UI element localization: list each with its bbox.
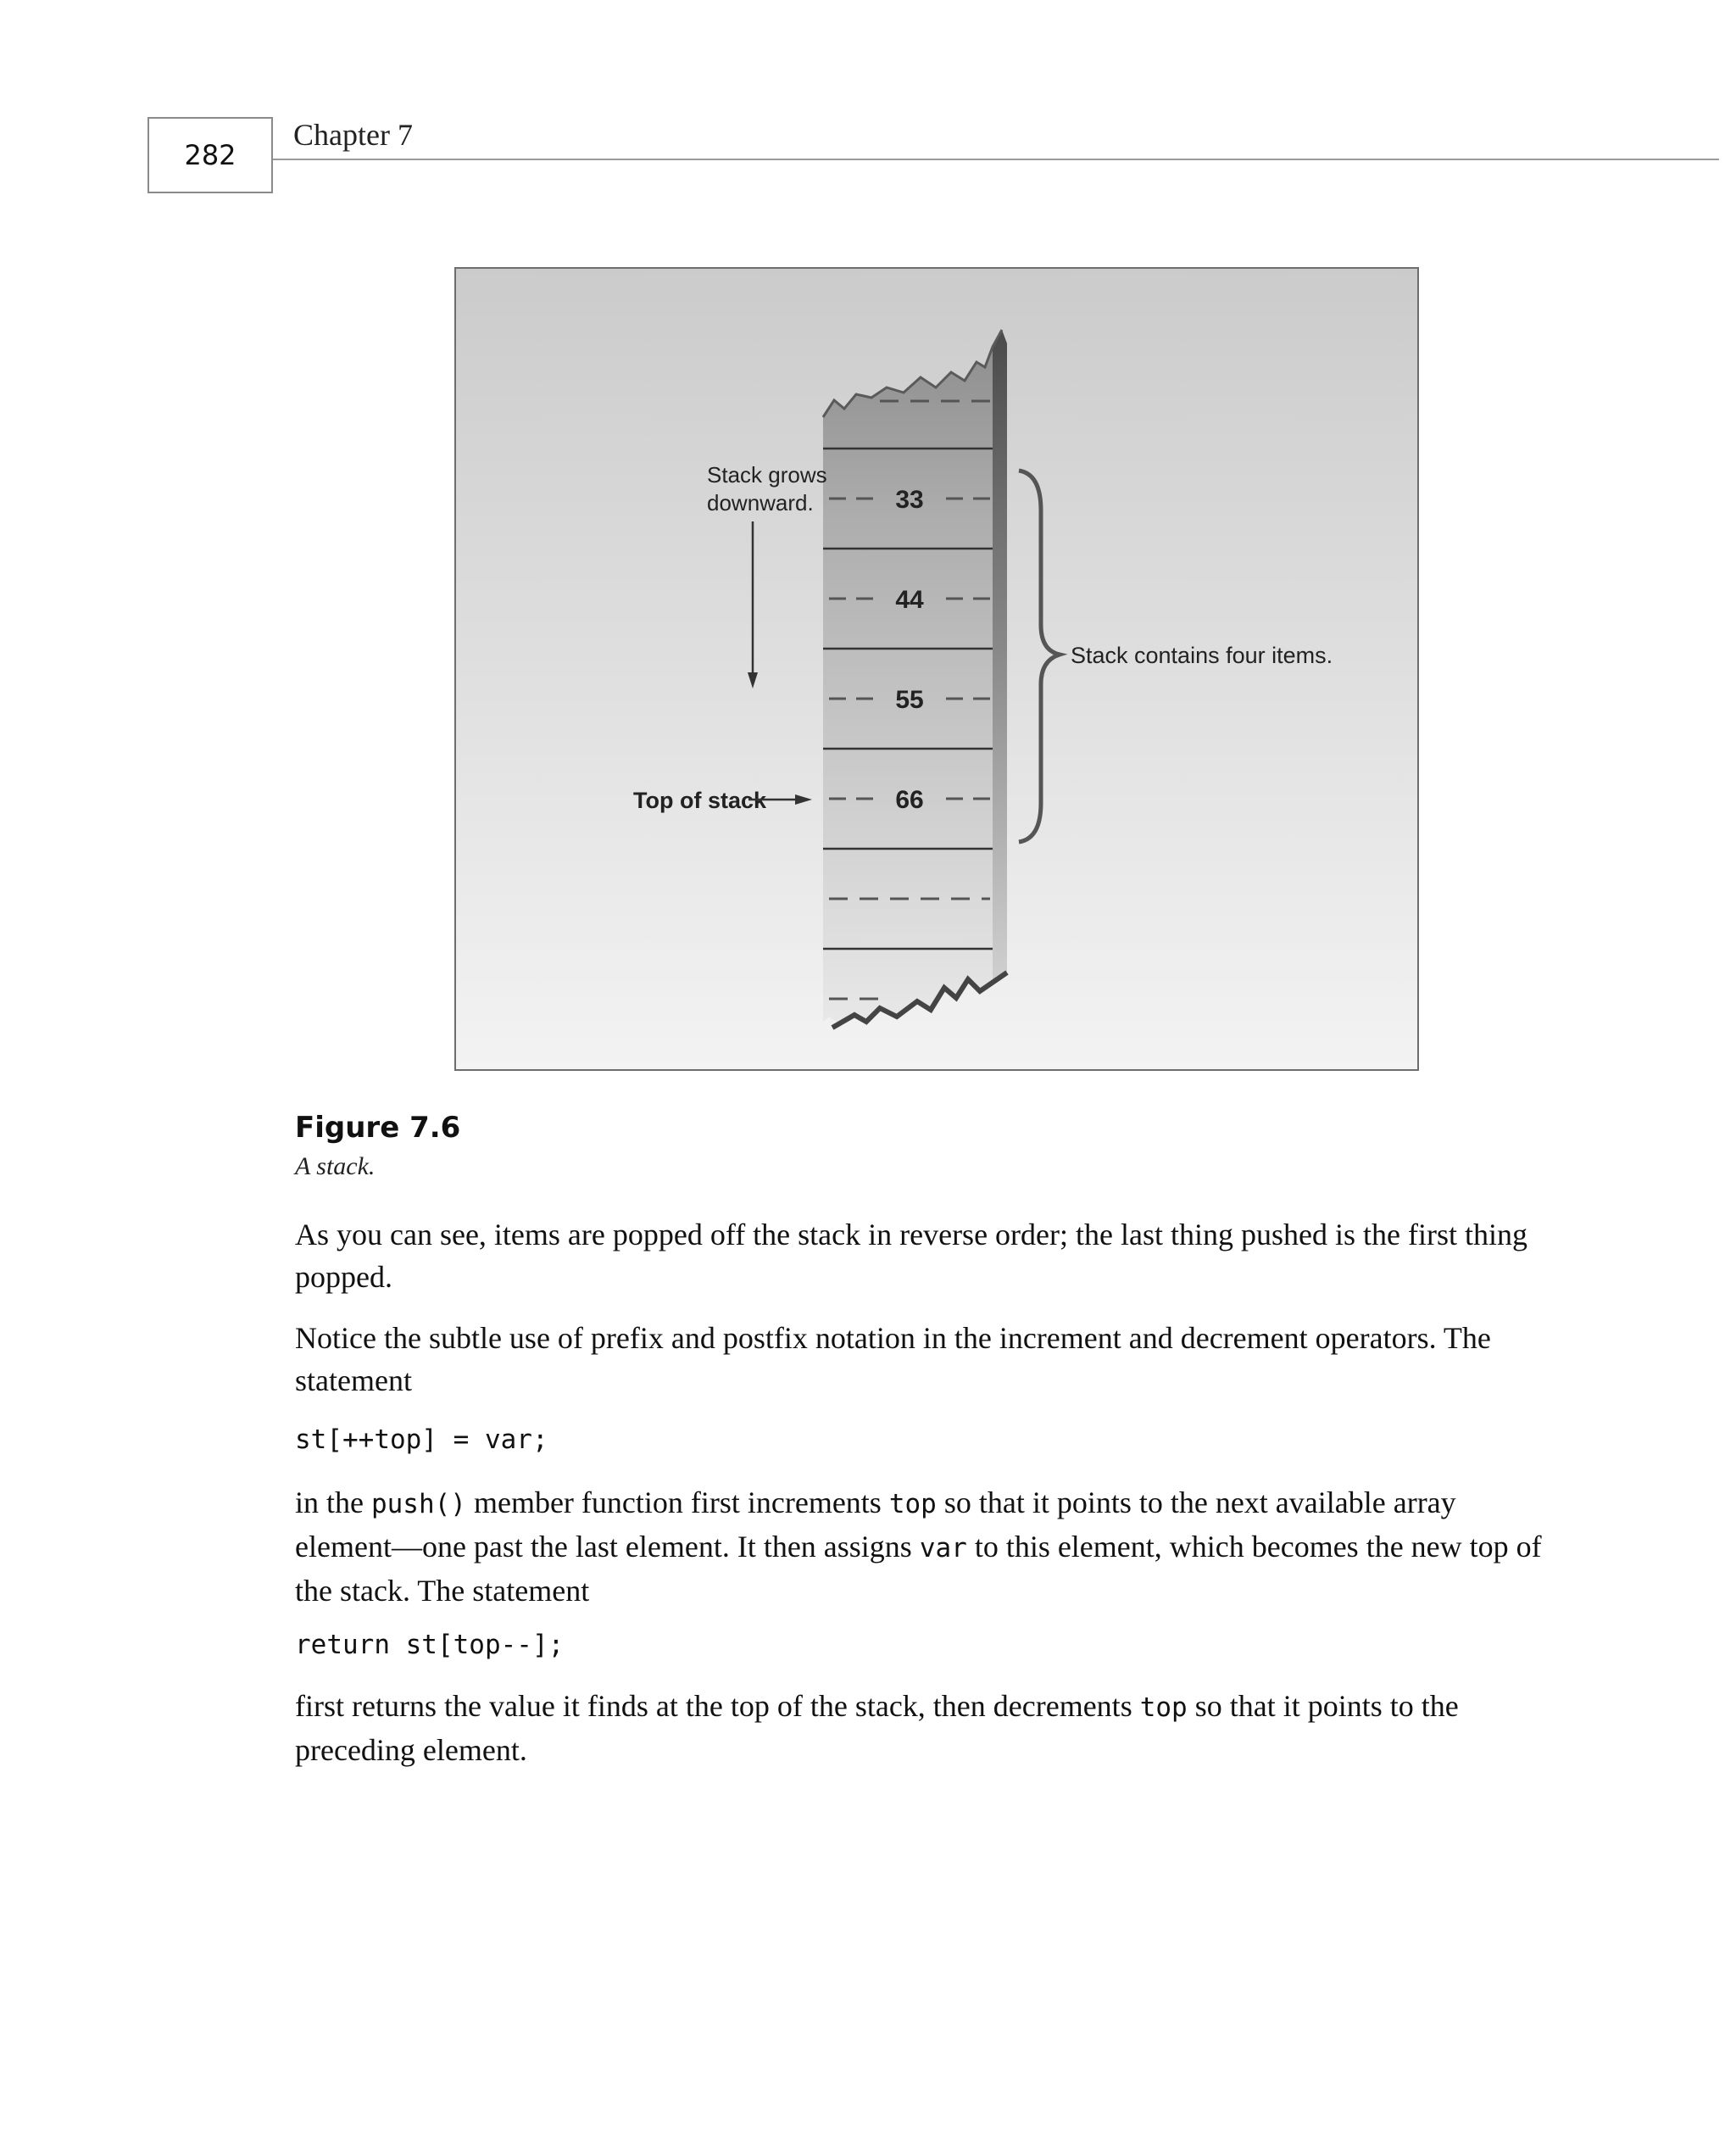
top-of-stack-label: Top of stack: [633, 788, 767, 813]
p3-text-b: member function first increments: [465, 1485, 889, 1519]
contains-label: Stack contains four items.: [1071, 643, 1333, 668]
stack-item-44: 44: [895, 586, 924, 614]
p4-code-top: top: [1139, 1692, 1188, 1723]
p4-text-a: first returns the value it finds at the top of the stack, then decrements: [295, 1689, 1140, 1723]
stack-figure: [454, 267, 1419, 1071]
p3-code-top: top: [888, 1489, 937, 1519]
grows-label-line2: downward.: [707, 490, 814, 516]
stack-item-66: 66: [895, 786, 924, 814]
p4-text-b: so that it points to the preceding element.: [295, 1689, 1459, 1767]
grows-label-line1: Stack grows: [707, 462, 827, 488]
stack-column-side: [993, 330, 1007, 983]
p3-code-push: push(): [370, 1489, 466, 1519]
chapter-title: Chapter 7: [293, 118, 413, 152]
stack-diagram: [456, 269, 1417, 1069]
stack-item-33: 33: [895, 486, 924, 514]
figure-caption: A stack.: [295, 1152, 376, 1180]
paragraph-1: As you can see, items are popped off the stack in reverse order; the last thing pushed is the first thing popped.: [295, 1218, 1527, 1294]
p3-code-var: var: [919, 1533, 967, 1564]
paragraph-4: [295, 1685, 1550, 1771]
paragraph-2: Notice the subtle use of prefix and postfix notation in the increment and decrement operators. The statement: [295, 1321, 1491, 1397]
page-number-text: 282: [184, 139, 236, 171]
paragraph-3: [295, 1481, 1550, 1612]
page-number: [147, 117, 273, 193]
code-statement-2: return st[top--];: [295, 1630, 565, 1660]
p3-text-a: in the: [295, 1485, 371, 1519]
p3-text-d: to this element, which becomes the new top of the stack. The statement: [295, 1530, 1542, 1608]
stack-item-55: 55: [895, 686, 924, 714]
header-rule: [273, 159, 1719, 160]
figure-label: Figure 7.6: [295, 1111, 461, 1145]
p3-text-c: so that it points to the next available array element—one past the last element. It then assigns: [295, 1485, 1456, 1564]
code-statement-1: st[++top] = var;: [295, 1424, 548, 1455]
